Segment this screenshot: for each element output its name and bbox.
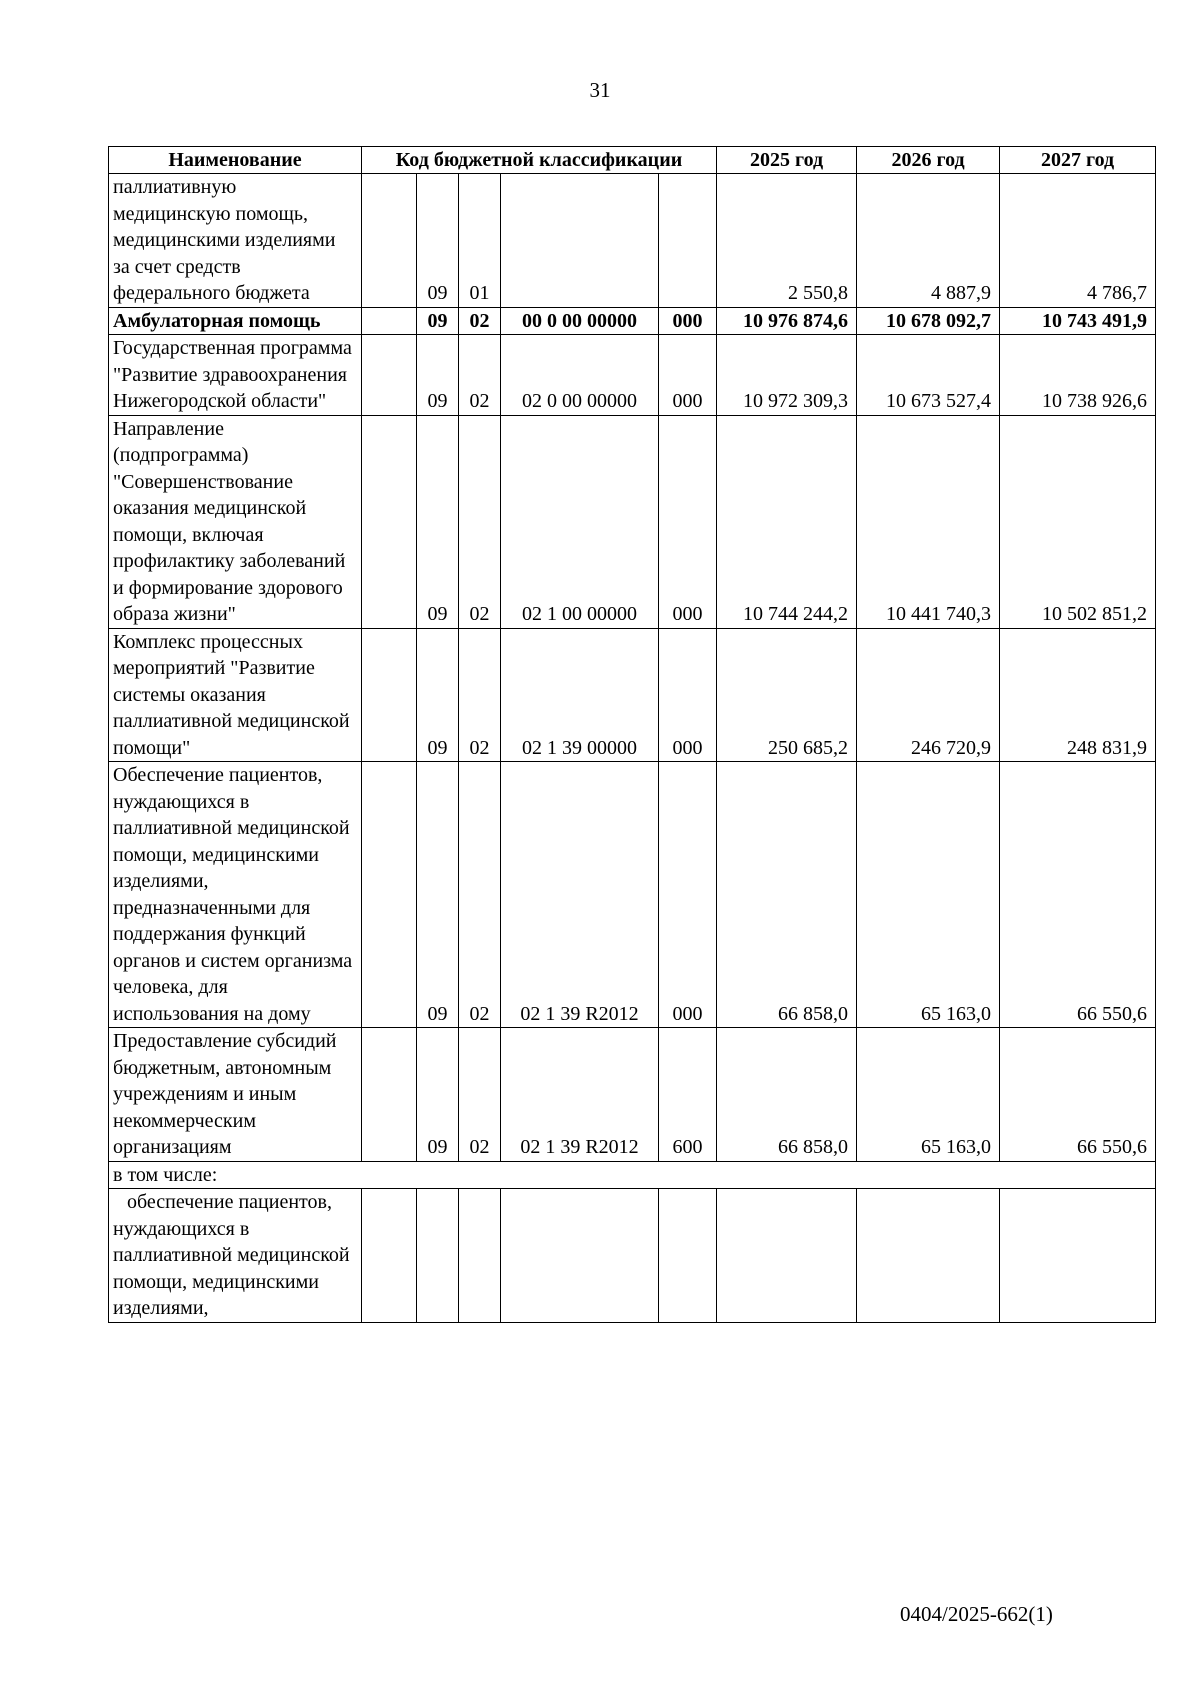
table-row bbox=[109, 1161, 1156, 1189]
row-code-0 bbox=[362, 1028, 417, 1162]
row-name-text: обеспечение пациентов, нуждающихся в паллиативной медицинской помощи, медицинскими изделиями, bbox=[113, 1191, 350, 1319]
row-code-target: 02 1 39 00000 bbox=[501, 628, 659, 762]
row-name: Государственная программа "Развитие здравоохранения Нижегородской области" bbox=[109, 335, 362, 416]
row-code-expense-type: 600 bbox=[659, 1028, 717, 1162]
row-name bbox=[109, 1189, 362, 1323]
table-row bbox=[109, 1189, 1156, 1323]
row-code-section bbox=[417, 1189, 459, 1323]
row-code-target: 02 1 00 00000 bbox=[501, 415, 659, 628]
row-code-subsection bbox=[459, 1189, 501, 1323]
row-code-target bbox=[501, 174, 659, 308]
row-value-2026: 10 673 527,4 bbox=[857, 335, 1000, 416]
row-value-2027: 10 502 851,2 bbox=[1000, 415, 1156, 628]
header-2026: 2026 год bbox=[857, 147, 1000, 174]
row-value-2027: 4 786,7 bbox=[1000, 174, 1156, 308]
table-row bbox=[109, 1028, 1156, 1162]
table-row bbox=[109, 628, 1156, 762]
row-code-0 bbox=[362, 1189, 417, 1323]
header-2027: 2027 год bbox=[1000, 147, 1156, 174]
row-code-0 bbox=[362, 335, 417, 416]
row-code-0 bbox=[362, 415, 417, 628]
row-code-subsection: 02 bbox=[459, 307, 501, 335]
row-code-subsection: 02 bbox=[459, 628, 501, 762]
row-value-2025: 10 972 309,3 bbox=[717, 335, 857, 416]
row-value-2027 bbox=[1000, 1189, 1156, 1323]
table-row bbox=[109, 762, 1156, 1028]
row-value-2025: 250 685,2 bbox=[717, 628, 857, 762]
budget-table bbox=[108, 146, 1156, 1323]
row-code-subsection: 01 bbox=[459, 174, 501, 308]
row-value-2026: 65 163,0 bbox=[857, 1028, 1000, 1162]
table-row bbox=[109, 415, 1156, 628]
row-code-subsection: 02 bbox=[459, 415, 501, 628]
row-code-0 bbox=[362, 628, 417, 762]
row-name: Комплекс процессных мероприятий "Развитие системы оказания паллиативной медицинской помощи" bbox=[109, 628, 362, 762]
row-code-expense-type: 000 bbox=[659, 628, 717, 762]
row-name: Направление (подпрограмма) "Совершенствование оказания медицинской помощи, включая профилактику заболеваний и формирование здорового образа жизни" bbox=[109, 415, 362, 628]
row-code-expense-type bbox=[659, 1189, 717, 1323]
row-code-section: 09 bbox=[417, 335, 459, 416]
row-value-2027: 248 831,9 bbox=[1000, 628, 1156, 762]
row-code-0 bbox=[362, 307, 417, 335]
row-code-0 bbox=[362, 174, 417, 308]
row-value-2025: 10 976 874,6 bbox=[717, 307, 857, 335]
row-name: паллиативную медицинскую помощь, медицинскими изделиями за счет средств федерального бюджета bbox=[109, 174, 362, 308]
page-number: 31 bbox=[589, 78, 611, 102]
row-value-2025: 66 858,0 bbox=[717, 762, 857, 1028]
header-code: Код бюджетной классификации bbox=[362, 147, 717, 174]
row-code-expense-type bbox=[659, 174, 717, 308]
row-value-2027: 66 550,6 bbox=[1000, 1028, 1156, 1162]
row-code-section: 09 bbox=[417, 628, 459, 762]
row-code-target bbox=[501, 1189, 659, 1323]
row-code-section: 09 bbox=[417, 174, 459, 308]
row-value-2027: 66 550,6 bbox=[1000, 762, 1156, 1028]
table-row bbox=[109, 174, 1156, 308]
row-value-2025: 10 744 244,2 bbox=[717, 415, 857, 628]
row-code-subsection: 02 bbox=[459, 762, 501, 1028]
row-code-section: 09 bbox=[417, 415, 459, 628]
row-code-expense-type: 000 bbox=[659, 335, 717, 416]
header-name: Наименование bbox=[109, 147, 362, 174]
row-code-section: 09 bbox=[417, 307, 459, 335]
row-value-2025: 66 858,0 bbox=[717, 1028, 857, 1162]
row-code-section: 09 bbox=[417, 1028, 459, 1162]
row-code-target: 02 1 39 R2012 bbox=[501, 762, 659, 1028]
row-name: Предоставление субсидий бюджетным, автономным учреждениям и иным некоммерческим организациям bbox=[109, 1028, 362, 1162]
row-code-subsection: 02 bbox=[459, 1028, 501, 1162]
row-value-2026: 4 887,9 bbox=[857, 174, 1000, 308]
row-name-including: в том числе: bbox=[109, 1161, 1156, 1189]
row-value-2026: 246 720,9 bbox=[857, 628, 1000, 762]
row-code-expense-type: 000 bbox=[659, 415, 717, 628]
row-code-expense-type: 000 bbox=[659, 762, 717, 1028]
row-value-2027: 10 738 926,6 bbox=[1000, 335, 1156, 416]
row-code-target: 02 0 00 00000 bbox=[501, 335, 659, 416]
row-value-2026 bbox=[857, 1189, 1000, 1323]
table-header-row bbox=[109, 147, 1156, 174]
row-name: Обеспечение пациентов, нуждающихся в паллиативной медицинской помощи, медицинскими изделиями, предназначенными для поддержания функций органов и систем организма человека, для использования на дому bbox=[109, 762, 362, 1028]
row-code-expense-type: 000 bbox=[659, 307, 717, 335]
document-code: 0404/2025-662(1) bbox=[900, 1602, 1053, 1626]
row-value-2026: 65 163,0 bbox=[857, 762, 1000, 1028]
row-code-0 bbox=[362, 762, 417, 1028]
row-name: Амбулаторная помощь bbox=[109, 307, 362, 335]
row-code-target: 00 0 00 00000 bbox=[501, 307, 659, 335]
row-value-2026: 10 441 740,3 bbox=[857, 415, 1000, 628]
header-2025: 2025 год bbox=[717, 147, 857, 174]
table-row bbox=[109, 335, 1156, 416]
row-value-2025: 2 550,8 bbox=[717, 174, 857, 308]
table-row bbox=[109, 307, 1156, 335]
row-code-section: 09 bbox=[417, 762, 459, 1028]
row-code-subsection: 02 bbox=[459, 335, 501, 416]
row-value-2025 bbox=[717, 1189, 857, 1323]
row-value-2026: 10 678 092,7 bbox=[857, 307, 1000, 335]
row-code-target: 02 1 39 R2012 bbox=[501, 1028, 659, 1162]
row-value-2027: 10 743 491,9 bbox=[1000, 307, 1156, 335]
